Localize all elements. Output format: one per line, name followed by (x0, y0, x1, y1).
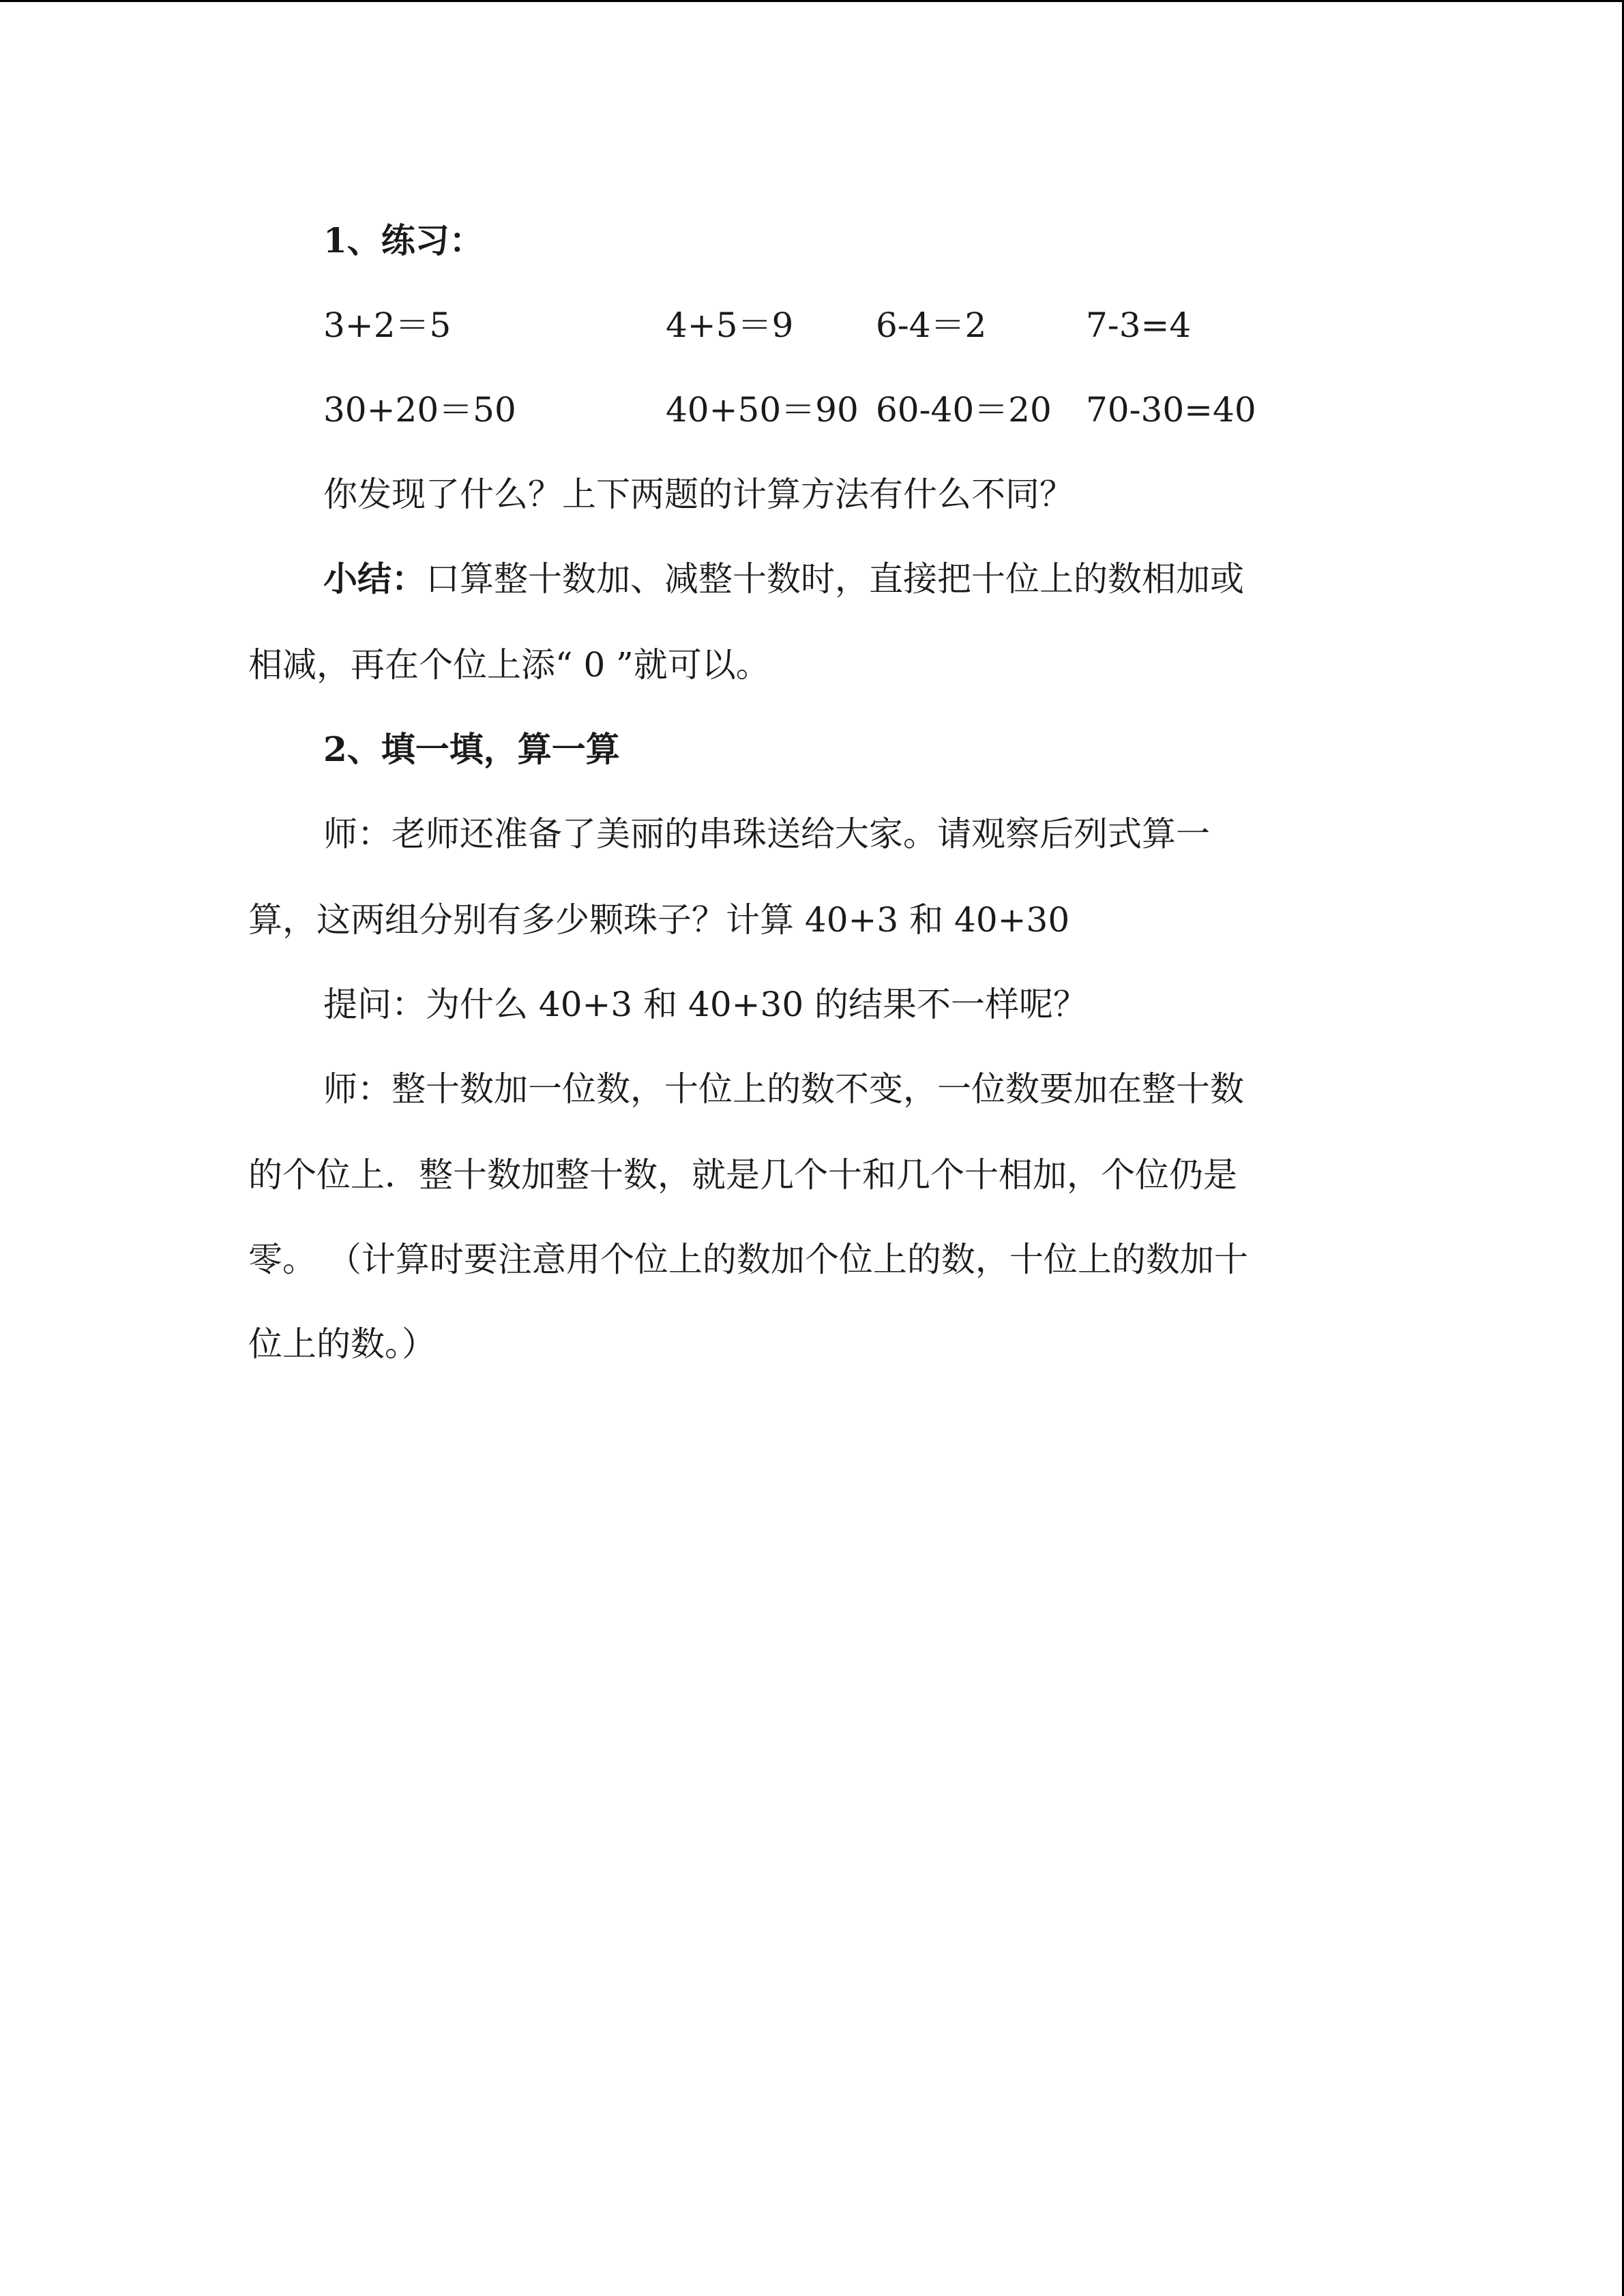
exercise-item: 7-3=4 (1086, 305, 1192, 345)
exercise-item: 70-30=40 (1086, 390, 1256, 430)
exercise-item: 60-40＝20 (876, 390, 1052, 430)
teacher-paragraph-2-line2: 的个位上．整十数加整十数，就是几个十和几个十相加，个位仍是 (248, 1155, 1237, 1195)
summary-text-continued: 相减，再在个位上添“ 0 ”就可以。 (248, 645, 770, 685)
teacher-paragraph-1: 师：老师还准备了美丽的串珠送给大家。请观察后列式算一 (323, 814, 1210, 854)
teacher-paragraph-2: 师：整十数加一位数，十位上的数不变，一位数要加在整十数 (323, 1069, 1244, 1109)
question-text: 你发现了什么？上下两题的计算方法有什么不同？ (323, 475, 1074, 514)
exercise-item: 6-4＝2 (876, 305, 987, 345)
teacher-paragraph-2-line4: 位上的数。） (248, 1324, 436, 1364)
teacher-paragraph-2-line3: 零。 （计算时要注意用个位上的数加个位上的数，十位上的数加十 (248, 1240, 1248, 1279)
exercise-item: 4+5＝9 (666, 305, 794, 345)
teacher-paragraph-1-continued: 算，这两组分别有多少颗珠子？计算 40+3 和 40+30 (248, 900, 1070, 940)
summary-text: 口算整十数加、减整十数时，直接把十位上的数相加或 (426, 559, 1244, 599)
section1-heading: 1、练习： (323, 220, 484, 260)
question-paragraph: 提问：为什么 40+3 和 40+30 的结果不一样呢？ (323, 985, 1088, 1024)
summary-label: 小结： (323, 558, 426, 599)
exercise-item: 40+50＝90 (666, 390, 859, 430)
exercise-item: 30+20＝50 (323, 390, 516, 430)
exercise-item: 3+2＝5 (323, 305, 452, 345)
section2-heading: 2、填一填，算一算 (323, 729, 620, 769)
summary-paragraph (323, 558, 1244, 600)
